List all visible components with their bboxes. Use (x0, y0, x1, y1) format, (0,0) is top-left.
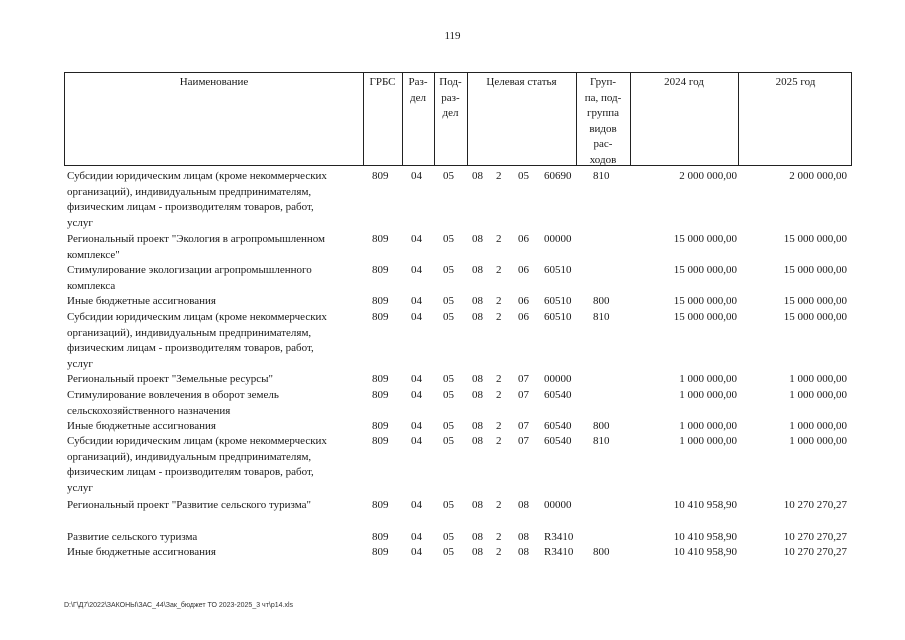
cell-podrazdel: 05 (443, 170, 454, 182)
header-expense-group: Груп- па, под- группа видов рас- ходов (584, 76, 622, 166)
cell-podrazdel: 05 (443, 295, 454, 307)
cell-grbs: 809 (372, 295, 389, 307)
cell-grbs: 809 (372, 311, 389, 323)
cell-razdel: 04 (411, 170, 422, 182)
cell-target-3: 06 (518, 295, 529, 307)
cell-target-2: 2 (496, 435, 502, 447)
cell-razdel: 04 (411, 373, 422, 385)
header-razdel: Раз- дел (408, 76, 428, 104)
row-name: Иные бюджетные ассигнования (67, 420, 216, 432)
cell-target-2: 2 (496, 546, 502, 558)
cell-razdel: 04 (411, 295, 422, 307)
header-podrazdel: Под- раз- дел (439, 76, 462, 119)
cell-target-3: 06 (518, 264, 529, 276)
cell-podrazdel: 05 (443, 546, 454, 558)
cell-target-1: 08 (472, 170, 483, 182)
cell-target-4: 60510 (544, 311, 572, 323)
cell-target-2: 2 (496, 499, 502, 511)
cell-expense-group: 800 (593, 420, 610, 432)
cell-razdel: 04 (411, 233, 422, 245)
cell-2025: 15 000 000,00 (783, 311, 847, 323)
cell-grbs: 809 (372, 264, 389, 276)
cell-target-3: 08 (518, 546, 529, 558)
cell-2024: 1 000 000,00 (679, 435, 737, 447)
row-name: Стимулирование вовлечения в оборот земель сельскохозяйственного назначения (67, 389, 279, 417)
cell-target-3: 07 (518, 373, 529, 385)
cell-target-4: 60510 (544, 264, 572, 276)
cell-podrazdel: 05 (443, 420, 454, 432)
cell-2025: 15 000 000,00 (783, 295, 847, 307)
cell-razdel: 04 (411, 389, 422, 401)
cell-razdel: 04 (411, 311, 422, 323)
row-name: Иные бюджетные ассигнования (67, 295, 216, 307)
cell-2024: 1 000 000,00 (679, 373, 737, 385)
cell-target-1: 08 (472, 233, 483, 245)
cell-razdel: 04 (411, 420, 422, 432)
cell-target-3: 07 (518, 420, 529, 432)
cell-2024: 15 000 000,00 (673, 295, 737, 307)
cell-2025: 1 000 000,00 (789, 389, 847, 401)
cell-target-1: 08 (472, 546, 483, 558)
row-name: Стимулирование экологизации агропромышленного комплекса (67, 264, 312, 292)
cell-target-4: 60540 (544, 435, 572, 447)
cell-podrazdel: 05 (443, 311, 454, 323)
cell-podrazdel: 05 (443, 531, 454, 543)
cell-2024: 10 410 958,90 (673, 546, 737, 558)
header-name: Наименование (179, 76, 249, 88)
row-name: Субсидии юридическим лицам (кроме некоммерческих организаций), индивидуальным предпринимателям, физическим лицам - производителям товаров, работ, услуг (67, 435, 327, 494)
cell-expense-group: 800 (593, 546, 610, 558)
cell-expense-group: 810 (593, 435, 610, 447)
cell-target-1: 08 (472, 264, 483, 276)
row-name: Развитие сельского туризма (67, 531, 198, 543)
cell-target-3: 08 (518, 531, 529, 543)
cell-target-3: 06 (518, 233, 529, 245)
cell-2024: 2 000 000,00 (679, 170, 737, 182)
cell-2025: 1 000 000,00 (789, 373, 847, 385)
cell-podrazdel: 05 (443, 233, 454, 245)
cell-target-2: 2 (496, 531, 502, 543)
cell-grbs: 809 (372, 373, 389, 385)
cell-target-2: 2 (496, 233, 502, 245)
header-grbs: ГРБС (369, 76, 396, 88)
cell-target-1: 08 (472, 373, 483, 385)
cell-target-1: 08 (472, 420, 483, 432)
row-name: Региональный проект "Экология в агропромышленном комплексе" (67, 233, 326, 261)
cell-target-4: 00000 (544, 233, 572, 245)
cell-target-4: 60690 (544, 170, 572, 182)
cell-2025: 15 000 000,00 (783, 233, 847, 245)
cell-target-3: 08 (518, 499, 529, 511)
cell-grbs: 809 (372, 546, 389, 558)
cell-target-1: 08 (472, 311, 483, 323)
cell-target-4: 60510 (544, 295, 572, 307)
cell-razdel: 04 (411, 435, 422, 447)
cell-target-1: 08 (472, 531, 483, 543)
cell-target-1: 08 (472, 389, 483, 401)
cell-2025: 10 270 270,27 (783, 546, 847, 558)
cell-2024: 1 000 000,00 (679, 389, 737, 401)
cell-2024: 15 000 000,00 (673, 311, 737, 323)
cell-podrazdel: 05 (443, 499, 454, 511)
cell-podrazdel: 05 (443, 264, 454, 276)
cell-2025: 1 000 000,00 (789, 420, 847, 432)
cell-grbs: 809 (372, 170, 389, 182)
cell-grbs: 809 (372, 420, 389, 432)
cell-2025: 1 000 000,00 (789, 435, 847, 447)
cell-expense-group: 810 (593, 170, 610, 182)
cell-target-4: 60540 (544, 420, 572, 432)
cell-2024: 15 000 000,00 (673, 264, 737, 276)
header-target-article: Целевая статья (486, 76, 557, 88)
cell-target-1: 08 (472, 435, 483, 447)
cell-target-3: 06 (518, 311, 529, 323)
header-2024: 2024 год (664, 76, 704, 88)
cell-podrazdel: 05 (443, 373, 454, 385)
cell-grbs: 809 (372, 499, 389, 511)
cell-target-4: 00000 (544, 373, 572, 385)
cell-razdel: 04 (411, 499, 422, 511)
cell-target-2: 2 (496, 389, 502, 401)
row-name: Субсидии юридическим лицам (кроме некоммерческих организаций), индивидуальным предпринимателям, физическим лицам - производителям товаров, работ, услуг (67, 311, 327, 370)
row-name: Региональный проект "Развитие сельского туризма" (67, 499, 311, 511)
cell-podrazdel: 05 (443, 389, 454, 401)
cell-target-3: 07 (518, 435, 529, 447)
row-name: Иные бюджетные ассигнования (67, 546, 216, 558)
cell-2024: 10 410 958,90 (673, 531, 737, 543)
cell-razdel: 04 (411, 264, 422, 276)
cell-grbs: 809 (372, 233, 389, 245)
cell-grbs: 809 (372, 435, 389, 447)
header-2025: 2025 год (775, 76, 816, 88)
cell-2025: 15 000 000,00 (783, 264, 847, 276)
cell-target-2: 2 (496, 311, 502, 323)
page-number: 119 (444, 30, 461, 42)
cell-target-4: 00000 (544, 499, 572, 511)
row-name: Субсидии юридическим лицам (кроме некоммерческих организаций), индивидуальным предпринимателям, физическим лицам - производителям товаров, работ, услуг (67, 170, 327, 229)
cell-grbs: 809 (372, 531, 389, 543)
cell-target-2: 2 (496, 420, 502, 432)
cell-target-4: R3410 (544, 546, 574, 558)
cell-2025: 10 270 270,27 (783, 499, 847, 511)
cell-target-4: 60540 (544, 389, 572, 401)
cell-target-4: R3410 (544, 531, 574, 543)
cell-target-3: 05 (518, 170, 529, 182)
cell-target-2: 2 (496, 295, 502, 307)
cell-grbs: 809 (372, 389, 389, 401)
cell-2024: 1 000 000,00 (679, 420, 737, 432)
cell-target-1: 08 (472, 499, 483, 511)
cell-razdel: 04 (411, 546, 422, 558)
file-path-footer: D:\Г\Д7\2022\ЗАКОНЫ\ЗАС_44\Зак_бюджет ТО 2023-2025_3 чт\р14.xls (64, 602, 294, 609)
cell-razdel: 04 (411, 531, 422, 543)
cell-expense-group: 800 (593, 295, 610, 307)
cell-target-2: 2 (496, 373, 502, 385)
cell-target-3: 07 (518, 389, 529, 401)
cell-2024: 10 410 958,90 (673, 499, 737, 511)
cell-target-1: 08 (472, 295, 483, 307)
cell-2024: 15 000 000,00 (673, 233, 737, 245)
cell-2025: 10 270 270,27 (783, 531, 847, 543)
row-name: Региональный проект "Земельные ресурсы" (67, 373, 273, 385)
cell-target-2: 2 (496, 264, 502, 276)
cell-podrazdel: 05 (443, 435, 454, 447)
cell-2025: 2 000 000,00 (789, 170, 847, 182)
cell-expense-group: 810 (593, 311, 610, 323)
cell-target-2: 2 (496, 170, 502, 182)
